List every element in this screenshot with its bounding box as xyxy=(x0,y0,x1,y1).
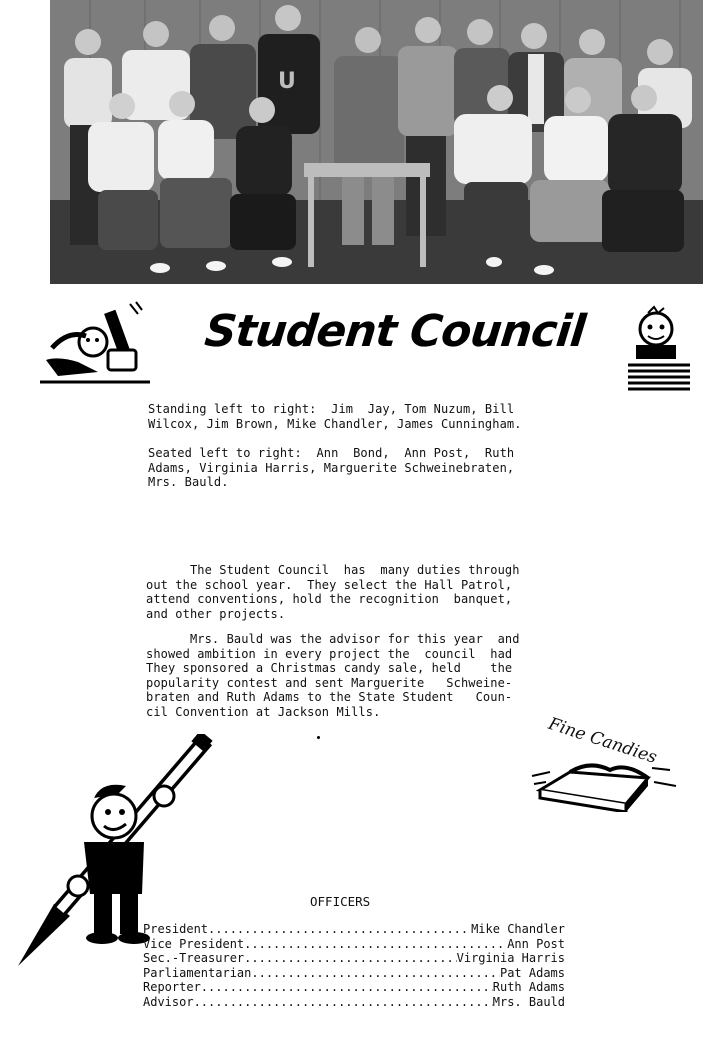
page-title: Student Council xyxy=(202,306,588,357)
body-paragraph-2: Mrs. Bauld was the advisor for this year and showed ambition in every project the council had They sponsored a Christmas candy sale, held the popularity contest and sent Marguerite Schweine- braten and Ruth Adams to the State Student Coun- cil Convention at Jackson Mills. xyxy=(146,632,520,719)
leader-dots xyxy=(244,937,507,952)
officer-role: Reporter xyxy=(143,980,201,995)
cartoon-boy-shovel-icon xyxy=(38,300,153,388)
group-photo xyxy=(50,0,703,284)
officer-row xyxy=(143,980,565,995)
fine-candies-art xyxy=(530,712,680,812)
leader-dots xyxy=(201,980,493,995)
officer-row xyxy=(143,937,565,952)
officer-row xyxy=(143,995,565,1010)
officer-row xyxy=(143,951,565,966)
officer-row xyxy=(143,966,565,981)
officer-name: Ann Post xyxy=(507,936,565,951)
officer-name: Virginia Harris xyxy=(456,951,565,966)
leader-dots xyxy=(244,951,456,966)
officer-role: Vice President xyxy=(143,936,245,951)
cartoon-boy-desk-icon xyxy=(626,305,694,393)
officers-list xyxy=(143,922,565,1010)
svg-text:U: U xyxy=(278,69,296,94)
leader-dots xyxy=(194,995,493,1010)
body-paragraph-1: The Student Council has many duties through out the school year. They select the Hall Patrol, attend conventions, hold the recognition banquet, and other projects. xyxy=(146,563,520,621)
leader-dots xyxy=(251,966,500,981)
leader-dots xyxy=(208,922,471,937)
officer-name: Ruth Adams xyxy=(492,980,565,995)
officer-name: Pat Adams xyxy=(499,965,565,980)
officers-heading: OFFICERS xyxy=(310,894,371,909)
standing-caption: Standing left to right: Jim Jay, Tom Nuzum, Bill Wilcox, Jim Brown, Mike Chandler, James Cunningham. xyxy=(148,402,522,431)
officer-row xyxy=(143,922,565,937)
officer-name: Mrs. Bauld xyxy=(492,994,565,1009)
officer-role: Sec.-Treasurer xyxy=(143,951,245,966)
officer-role: Parliamentarian xyxy=(143,965,252,980)
officer-role: Advisor xyxy=(143,994,194,1009)
officer-name: Mike Chandler xyxy=(471,922,565,936)
officer-role: President xyxy=(143,922,209,936)
seated-caption: Seated left to right: Ann Bond, Ann Post, Ruth Adams, Virginia Harris, Marguerite Schweinebraten, Mrs. Bauld. xyxy=(148,446,515,489)
candy-sign-text: Fine Candies xyxy=(545,714,660,768)
ink-dot xyxy=(317,736,320,739)
group-photo-art xyxy=(50,0,703,284)
